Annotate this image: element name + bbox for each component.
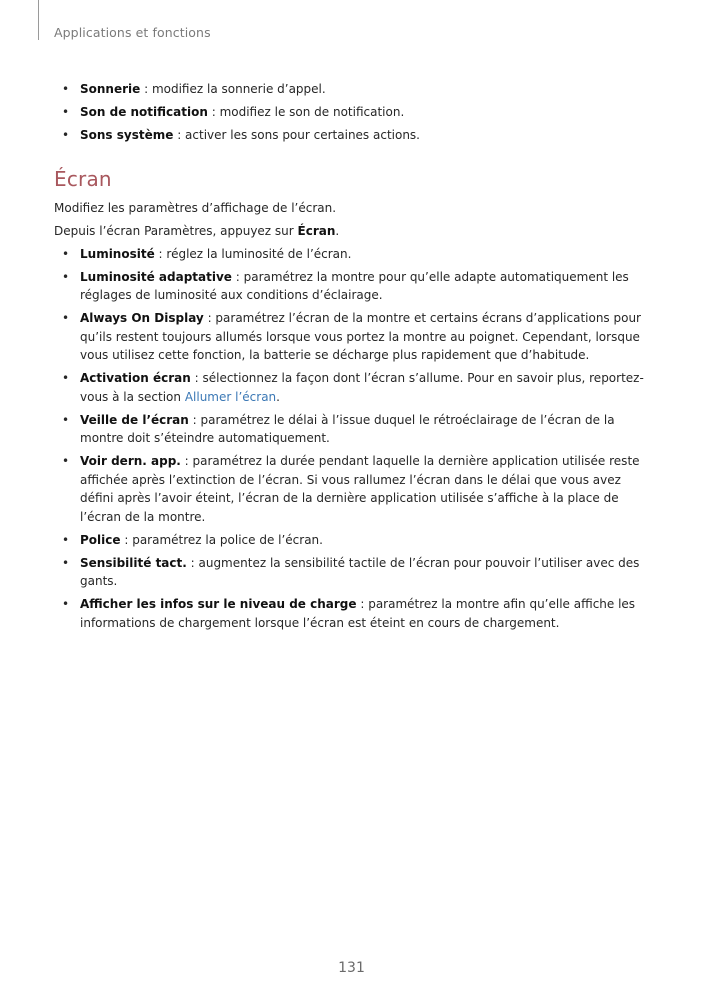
list-item: [54, 595, 654, 632]
running-header: Applications et fonctions: [54, 25, 211, 40]
item-term: Afficher les infos sur le niveau de charge: [80, 597, 357, 611]
item-desc: : paramétrez la montre afin qu’elle affiche les informations de chargement lorsque l’écran est éteint en cours de chargement.: [80, 597, 636, 630]
bullet: •: [62, 371, 70, 385]
item-term: Voir dern. app.: [80, 454, 181, 468]
item-desc: : sélectionnez la façon dont l’écran s’allume. Pour en savoir plus, reportez-vous à la section: [80, 371, 644, 404]
bullet: •: [62, 128, 70, 142]
item-desc: : paramétrez la police de l’écran.: [120, 532, 323, 547]
item-term: Police: [80, 532, 121, 547]
bullet: •: [62, 597, 70, 611]
sound-settings-list: [54, 80, 654, 145]
section-intro: Modifiez les paramètres d’affichage de l’écran.: [54, 200, 337, 215]
section-title: Écran: [54, 166, 112, 191]
page-content: [54, 80, 654, 637]
page-number: 131: [338, 960, 365, 976]
item-desc-end: .: [276, 389, 280, 404]
list-item: [54, 80, 654, 99]
path-prefix: Depuis l’écran Paramètres, appuyez sur: [54, 223, 298, 238]
item-term: Son de notification: [80, 105, 208, 119]
bullet: •: [62, 412, 70, 427]
settings-path: [54, 222, 654, 241]
cross-reference-link[interactable]: Allumer l’écran: [184, 389, 277, 404]
list-item: [54, 103, 654, 122]
item-desc: : paramétrez l’écran de la montre et certains écrans d’applications pour qu’ils restent toujours allumés lorsque vous portez la montre au poignet. Cependant, lorsque vous utilisez cette fonction, la batterie se décharge plus rapidement que d’habitude.: [80, 311, 641, 362]
list-item: [54, 531, 654, 550]
list-item: [54, 268, 654, 305]
item-term: Veille de l’écran: [80, 412, 189, 427]
item-desc: : modifiez la sonnerie d’appel.: [140, 82, 326, 96]
item-term: Activation écran: [80, 371, 191, 385]
item-term: Sonnerie: [80, 82, 141, 96]
item-desc: : paramétrez la durée pendant laquelle la dernière application utilisée reste affichée après l’extinction de l’écran. Si vous rallumez l’écran dans le délai que vous avez défini après l’avoir éteint, l’écran de la dernière application utilisée s’affiche à la place de l’écran de la montre.: [80, 454, 640, 524]
path-bold: Écran: [297, 223, 336, 238]
bullet: •: [62, 269, 70, 284]
list-item: [54, 126, 654, 145]
list-item: [54, 309, 654, 365]
bullet: •: [62, 246, 70, 261]
item-desc: : paramétrez la montre pour qu’elle adapte automatiquement les réglages de luminosité aux conditions d’éclairage.: [80, 269, 629, 302]
list-item: [54, 411, 654, 448]
bullet: •: [62, 105, 70, 119]
item-desc: : réglez la luminosité de l’écran.: [154, 246, 352, 261]
item-term: Sensibilité tact.: [80, 555, 187, 570]
bullet: •: [62, 82, 70, 96]
path-suffix: .: [335, 223, 340, 238]
item-desc: : paramétrez le délai à l’issue duquel le rétroéclairage de l’écran de la montre doit s’éteindre automatiquement.: [80, 412, 615, 445]
bullet: •: [62, 532, 70, 547]
screen-settings-list: [54, 245, 654, 633]
list-item: [54, 452, 654, 526]
item-term: Luminosité: [80, 246, 155, 261]
bullet: •: [62, 555, 70, 570]
item-term: Always On Display: [80, 311, 204, 325]
item-term: Sons système: [80, 128, 174, 142]
list-item: [54, 245, 654, 264]
item-desc: : modifiez le son de notification.: [207, 105, 405, 119]
list-item: [54, 369, 654, 406]
item-desc: : activer les sons pour certaines actions.: [173, 128, 420, 142]
margin-rule: [38, 0, 39, 40]
bullet: •: [62, 454, 70, 468]
item-term: Luminosité adaptative: [80, 269, 232, 284]
item-desc: : augmentez la sensibilité tactile de l’écran pour pouvoir l’utiliser avec des gants.: [80, 555, 640, 588]
bullet: •: [62, 311, 70, 325]
list-item: [54, 554, 654, 591]
